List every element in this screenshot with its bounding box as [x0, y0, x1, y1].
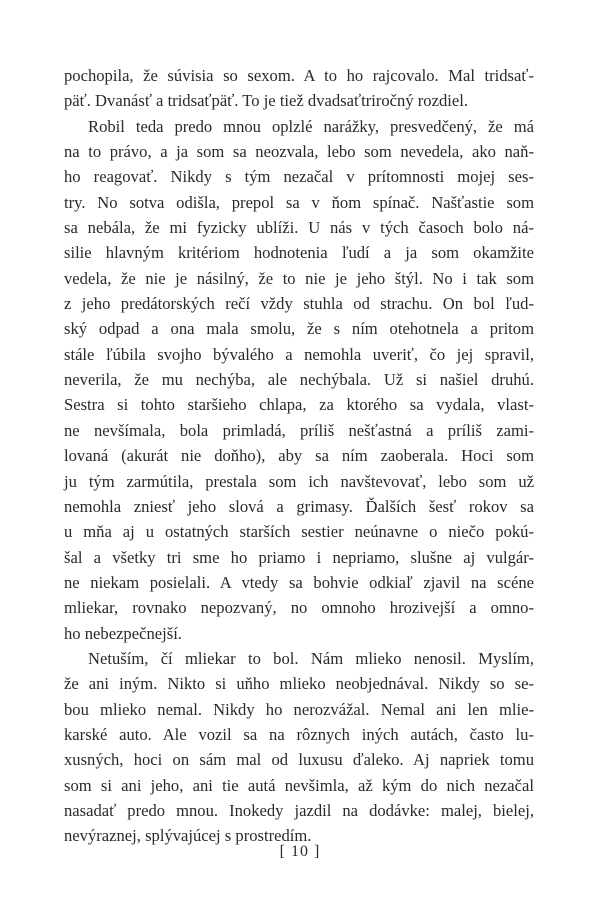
text-line: karské auto. Ale vozil sa na rôznych iných autách, často lu- — [64, 724, 534, 744]
text-line: šal a všetky tri sme ho priamo i nepriamo, slušne aj vulgár- — [64, 547, 534, 567]
page-number: [ 10 ] — [279, 843, 321, 860]
text-line: päť. Dvanásť a tridsaťpäť. To je tiež dvadsaťtriročný rozdiel. — [64, 91, 468, 111]
text-line: ju tým zarmútila, prestala som ich navštevovať, lebo som už — [64, 471, 534, 491]
text-line: sa nebála, že mi fyzicky ublíži. U nás v tých časoch bolo ná- — [64, 218, 534, 238]
text-line: že ani iným. Nikto si uňho mlieko neobjednával. Nikdy so se- — [64, 674, 534, 694]
text-line: pochopila, že súvisia so sexom. A to ho rajcovalo. Mal tridsať- — [64, 66, 534, 85]
text-line: neverila, že mu nechýba, ale nechýbala. Už si našiel druhú. — [64, 370, 534, 390]
text-line: na to právo, a ja som sa neozvala, lebo som nevedela, ako naň- — [64, 142, 534, 162]
text-line: u mňa aj u ostatných starších sestier neúnavne o niečo pokú- — [64, 522, 534, 542]
text-line: Sestra si tohto staršieho chlapa, za ktorého sa vydala, vlast- — [64, 395, 534, 415]
text-line: som si ani jeho, ani tie autá nevšimla, až kým do nich nezačal — [64, 775, 534, 795]
text-line: z jeho predátorských rečí vždy stuhla od strachu. On bol ľud- — [64, 294, 534, 314]
text-line: lovaná (akurát nie doňho), aby sa ním zaoberala. Hoci som — [64, 446, 534, 466]
text-line: nemohla zniesť jeho slová a grimasy. Ďalších šesť rokov sa — [64, 496, 534, 516]
text-line: ský odpad a ona mala smolu, že s ním otehotnela a pritom — [64, 319, 534, 339]
text-line: nasadať predo mnou. Inokedy jazdil na dodávke: malej, bielej, — [64, 800, 534, 820]
text-line: silie hlavným kritériom hodnotenia ľudí a ja som okamžite — [64, 243, 534, 263]
text-line: stále ľúbila svojho bývalého a nemohla uveriť, čo jej spravil, — [64, 344, 534, 364]
text-line: ho reagovať. Nikdy s tým nezačal v prítomnosti mojej ses- — [64, 167, 534, 187]
text-line: Robil teda predo mnou oplzlé narážky, presvedčený, že má — [88, 116, 534, 136]
text-line: ne niekam posielali. A vtedy sa bohvie odkiaľ zjavil na scéne — [64, 572, 534, 592]
text-line: xusných, hoci on sám mal od luxusu ďaleko. Aj napriek tomu — [64, 750, 534, 770]
text-line: mliekar, rovnako nepozvaný, no omnoho hrozivejší a omno- — [64, 598, 534, 618]
page-body — [64, 63, 534, 849]
text-line: vedela, že nie je násilný, že to nie je jeho štýl. No i tak som — [64, 268, 534, 288]
text-line: ho nebezpečnejší. — [64, 623, 182, 643]
text-line: ne nevšímala, bola primladá, príliš nešťastná a príliš zami- — [64, 420, 534, 440]
text-line: try. No sotva odišla, prepol sa v ňom spínač. Našťastie som — [64, 192, 534, 212]
text-line: nevýraznej, splývajúcej s prostredím. — [64, 826, 312, 846]
text-line: bou mlieko nemal. Nikdy ho nerozvážal. Nemal ani len mlie- — [64, 699, 534, 719]
text-line: Netuším, čí mliekar to bol. Nám mlieko nenosil. Myslím, — [88, 648, 534, 668]
